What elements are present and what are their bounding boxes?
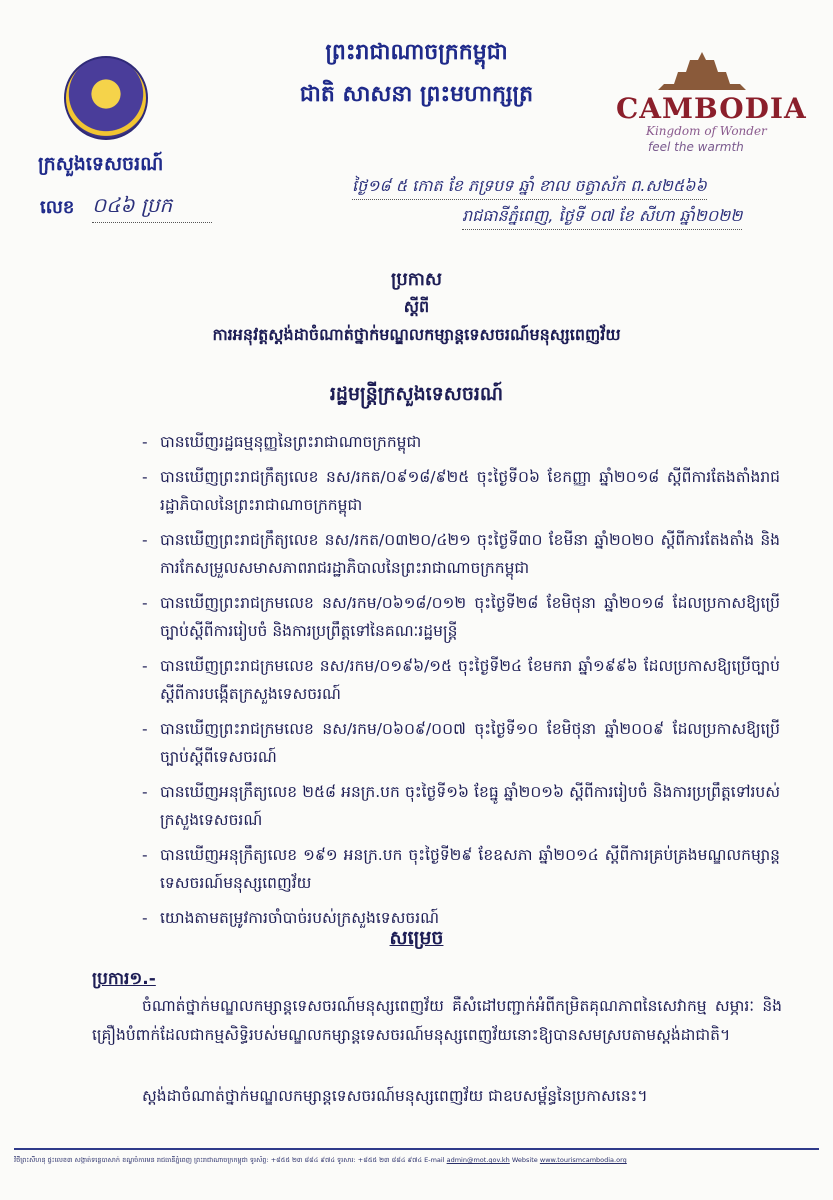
footer-email-label: E-mail (424, 1156, 445, 1164)
list-item: - បានឃើញព្រះរាជក្រមលេខ នស/រកម/០៦១៨/០១២ ចុះថ្ងៃទី២៨ ខែមិថុនា ឆ្នាំ២០១៨ ដែលប្រកាសឱ្យប្រើច្បាប់ស្ដីពីការរៀបចំ និងការប្រព្រឹត្តទៅនៃគណៈរដ្ឋមន្ត្រី (160, 589, 780, 645)
list-item: - បានឃើញព្រះរាជក្រមលេខ នស/រកម/០១៩៦/១៥ ចុះថ្ងៃទី២៤ ខែមករា ឆ្នាំ១៩៩៦ ដែលប្រកាសឱ្យប្រើច្បាប់ស្ដីពីការបង្កើតក្រសួងទេសចរណ៍ (160, 652, 780, 708)
article-label: ប្រការ១.- (92, 969, 156, 989)
list-item: - បានឃើញព្រះរាជក្រមលេខ នស/រកម/០៦០៩/០០៧ ចុះថ្ងៃទី១០ ខែមិថុនា ឆ្នាំ២០០៩ ដែលប្រកាសឱ្យប្រើច្បាប់ស្ដីពីទេសចរណ៍ (160, 715, 780, 771)
angkor-temple-icon (656, 52, 748, 92)
article-paragraph-1: ចំណាត់ថ្នាក់មណ្ឌលកម្សាន្តទេសចរណ៍មនុស្សពេញវ័យ គឺសំដៅបញ្ជាក់អំពីកម្រិតគុណភាពនៃសេវាកម្ម សម្ភារៈ និងគ្រឿងបំពាក់ដែលជាកម្មសិទ្ធិរបស់មណ្ឌលកម្សាន្តទេសចរណ៍មនុស្សពេញវ័យនោះឱ្យបានសមស្របតាមស្តង់ដាជាតិ។ (92, 997, 782, 1044)
footer-website[interactable]: www.tourismcambodia.org (539, 1156, 627, 1164)
decision-heading: សម្រេច (389, 927, 444, 949)
issuing-authority: រដ្ឋមន្ត្រីក្រសួងទេសចរណ៍ (329, 383, 504, 405)
brand-name: CAMBODIA (616, 92, 807, 125)
list-item: - បានឃើញរដ្ឋធម្មនុញ្ញនៃព្រះរាជាណាចក្រកម្ពុជា (160, 428, 780, 456)
list-item: - បានឃើញព្រះរាជក្រឹត្យលេខ នស/រកត/០៣២០/៤២១ ចុះថ្ងៃទី៣០ ខែមីនា ឆ្នាំ២០២០ ស្ដីពីការតែងតាំង និងការកែសម្រួលសមាសភាពរាជរដ្ឋាភិបាលនៃព្រះរាជាណាចក្រកម្ពុជា (160, 526, 780, 582)
kingdom-title: ព្រះរាជាណាចក្រកម្ពុជា (325, 40, 508, 65)
solar-date: រាជធានីភ្នំពេញ, ថ្ងៃទី ០៧ ខែ សីហា ឆ្នាំ២០២២ (462, 205, 742, 230)
footer-website-label: Website (511, 1156, 538, 1164)
reference-number: ០៤៦ ប្រក (92, 192, 212, 223)
brand-slogan: feel the warmth (648, 140, 744, 154)
footer-email[interactable]: admin@mot.gov.kh (446, 1156, 510, 1164)
article-paragraph-2: ស្តង់ដាចំណាត់ថ្នាក់មណ្ឌលកម្សាន្តទេសចរណ៍មនុស្សពេញវ័យ ជាឧបសម្ព័ន្ធនៃប្រកាសនេះ។ (142, 1087, 648, 1105)
footer-contact (14, 1156, 819, 1166)
lunar-date: ថ្ងៃ១៨ ៥ កោត ខែ ភទ្របទ ឆ្នាំ ខាល ចត្វាស័ក ព.ស២៥៦៦ (352, 175, 707, 200)
title-about: ស្ដីពី (403, 297, 430, 316)
document-type: ប្រកាស (390, 269, 443, 290)
ministry-name: ក្រសួងទេសចរណ៍ (38, 153, 164, 175)
footer-address: វិថីព្រះសីហនុ ផ្ទះលេខ៣ សង្កាត់ទន្លេបាសាក់ ខណ្ឌចំការមន រាជធានីភ្នំពេញ ព្រះរាជាណាចក្រកម្ពុជា ទូរស័ព្ទ: +៨៥៥ ២៣ ៨៨៤ ៩៧៤ ទូរសារ: +៨៥៥ ២៣ ៨៨៤ ៩៧៤ (14, 1156, 423, 1164)
reference-list (160, 428, 780, 939)
list-item: - បានឃើញអនុក្រឹត្យលេខ ២៥៨ អនក្រ.បក ចុះថ្ងៃទី១៦ ខែធ្នូ ឆ្នាំ២០១៦ ស្ដីពីការរៀបចំ និងការប្រព្រឹត្តទៅរបស់ក្រសួងទេសចរណ៍ (160, 778, 780, 834)
footer-divider (14, 1148, 819, 1150)
list-item: - យោងតាមតម្រូវការចាំបាច់របស់ក្រសួងទេសចរណ៍ (160, 904, 780, 932)
list-item: - បានឃើញអនុក្រឹត្យលេខ ១៩១ អនក្រ.បក ចុះថ្ងៃទី២៩ ខែឧសភា ឆ្នាំ២០១៤ ស្ដីពីការគ្រប់គ្រងមណ្ឌលកម្សាន្តទេសចរណ៍មនុស្សពេញវ័យ (160, 841, 780, 897)
national-motto: ជាតិ សាសនា ព្រះមហាក្សត្រ (299, 82, 534, 107)
cambodia-brand-logo (612, 52, 807, 162)
document-subject: ការអនុវត្តស្តង់ដាចំណាត់ថ្នាក់មណ្ឌលកម្សាន្តទេសចរណ៍មនុស្សពេញវ័យ (212, 325, 621, 344)
reference-label: លេខ (40, 197, 75, 218)
brand-tagline: Kingdom of Wonder (646, 124, 767, 138)
ministry-emblem (64, 56, 148, 140)
list-item: - បានឃើញព្រះរាជក្រឹត្យលេខ នស/រកត/០៩១៨/៩២៥ ចុះថ្ងៃទី០៦ ខែកញ្ញា ឆ្នាំ២០១៨ ស្ដីពីការតែងតាំងរាជរដ្ឋាភិបាលនៃព្រះរាជាណាចក្រកម្ពុជា (160, 463, 780, 519)
